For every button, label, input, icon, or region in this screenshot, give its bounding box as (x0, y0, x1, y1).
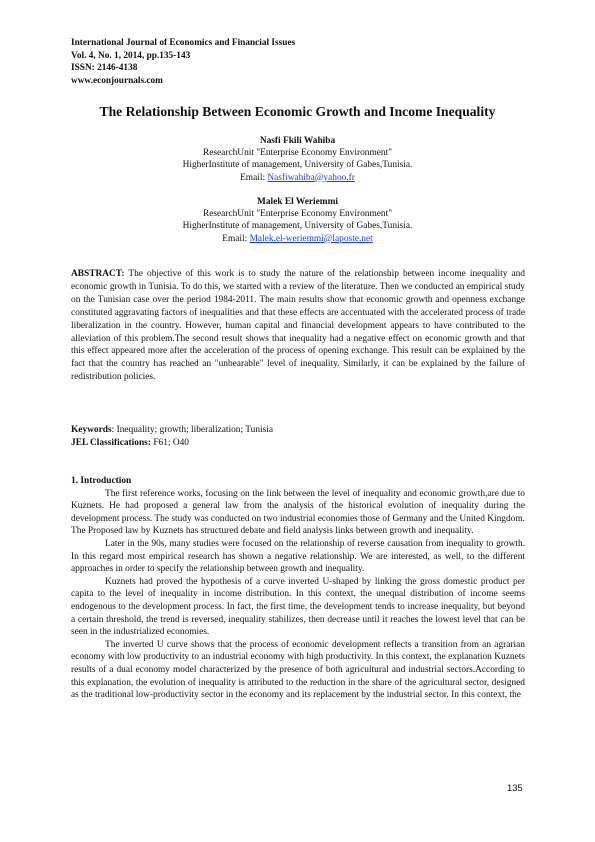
journal-header (71, 37, 295, 87)
paragraph: The first reference works, focusing on the link between the level of inequality and economic growth,are due to Kuznets. He had proposed a general law from the analysis of the historical evolution of inequality during the development process. The study was conducted on two industrial economies those of Germany and the United Kingdom. The Proposed law by Kuznets has structured debate and field analysis links between growth and inequality. (71, 488, 525, 537)
keywords-text: : Inequality; growth; liberalization; Tunisia (111, 425, 274, 435)
page-number: 135 (507, 782, 523, 793)
jel-label: JEL Classifications: (71, 437, 151, 448)
author-institution: HigherInstitute of management, University of Gabes,Tunisia. (182, 160, 413, 171)
abstract (71, 268, 525, 384)
author-unit: ResearchUnit "Enterprise Economy Environment" (202, 148, 393, 159)
author-institution: HigherInstitute of management, University of Gabes,Tunisia. (182, 221, 413, 232)
journal-volume: Vol. 4, No. 1, 2014, pp.135-143 (71, 50, 191, 61)
email-label: Email: (222, 233, 250, 244)
jel-line (71, 437, 525, 450)
paragraph: Kuznets had proved the hypothesis of a curve inverted U-shaped by linking the gross domestic product per capita to the level of inequality in income distribution. In this context, the unequal distribution of income seems endogenous to the development process. In fact, the first time, the development tends to increase inequality, but beyond a certain threshold, the trend is reversed, inequality stabilizes, then decrease until it reaches the lowest level that can be seen in the industrialized economies. (71, 576, 525, 638)
paragraph: Later in the 90s, many studies were focused on the relationship of reverse causation from inequality to growth. In this regard most empirical research has shown a negative relationship. We are interested, as well, to the different approaches in order to specify the relationship between growth and inequality. (71, 538, 525, 575)
author-name: Malek El Weriemmi (256, 197, 339, 207)
email-label: Email: (240, 172, 268, 183)
author-block-1 (60, 135, 535, 184)
paper-title: The Relationship Between Economic Growth and Income Inequality (99, 104, 496, 119)
section-heading: 1. Introduction (71, 476, 132, 486)
author-email-line (60, 233, 535, 245)
author-name: Nasfi Fkili Wahiba (259, 136, 336, 146)
author-email-link[interactable]: Malek.el-weriemmi@laposte.net (249, 233, 373, 244)
journal-website: www.econjournals.com (71, 75, 163, 86)
abstract-text: The objective of this work is to study the nature of the relationship between income inequality and economic growth in Tunisia. To do this, we started with a review of the literature. Then we conducted an empirical study on the Tunisian case over the period 1984-2011. The main results show that economic growth and openness exchange constituted aggravating factors of inequalities and that these effects are accentuated with the accelerated process of trade liberalization in the country. However, human capital and financial development appears to have contributed to the alleviation of this problem.The second result shows that inequality had a negative effect on economic growth and that this effect appeared more after the acceleration of the process of opening exchange. This result can be explained by the fact that the country has reached an "unbearable" level of inequality. Similarly, it can be explained by the failure of redistribution policies. (71, 269, 525, 383)
author-email-line (60, 172, 535, 184)
author-email-link[interactable]: Nasfiwahiba@yahoo.fr (267, 172, 355, 183)
introduction-section (71, 475, 525, 702)
abstract-label: ABSTRACT: (71, 269, 125, 279)
author-block-2 (60, 196, 535, 245)
keywords-line (71, 424, 525, 437)
keywords-label: Keywords (71, 425, 112, 435)
jel-text: F61; O40 (150, 437, 189, 448)
keywords-block (71, 424, 525, 450)
author-unit: ResearchUnit "Enterprise Economy Environment" (202, 209, 393, 220)
journal-issn: ISSN: 2146-4138 (71, 63, 138, 74)
journal-name: International Journal of Economics and Financial Issues (71, 38, 296, 48)
paragraph: The inverted U curve shows that the process of economic development reflects a transition from an agrarian economy with low productivity to an industrial economy with high productivity. In this context, the explanation Kuznets results of a dual economy model characterized by the presence of both agricultural and industrial sectors.According to this explanation, the evolution of inequality is attributed to the reduction in the share of the agricultural sector, designed as the traditional low-productivity sector in the economy and its replacement by the industrial sector. In this context, the (71, 639, 525, 701)
